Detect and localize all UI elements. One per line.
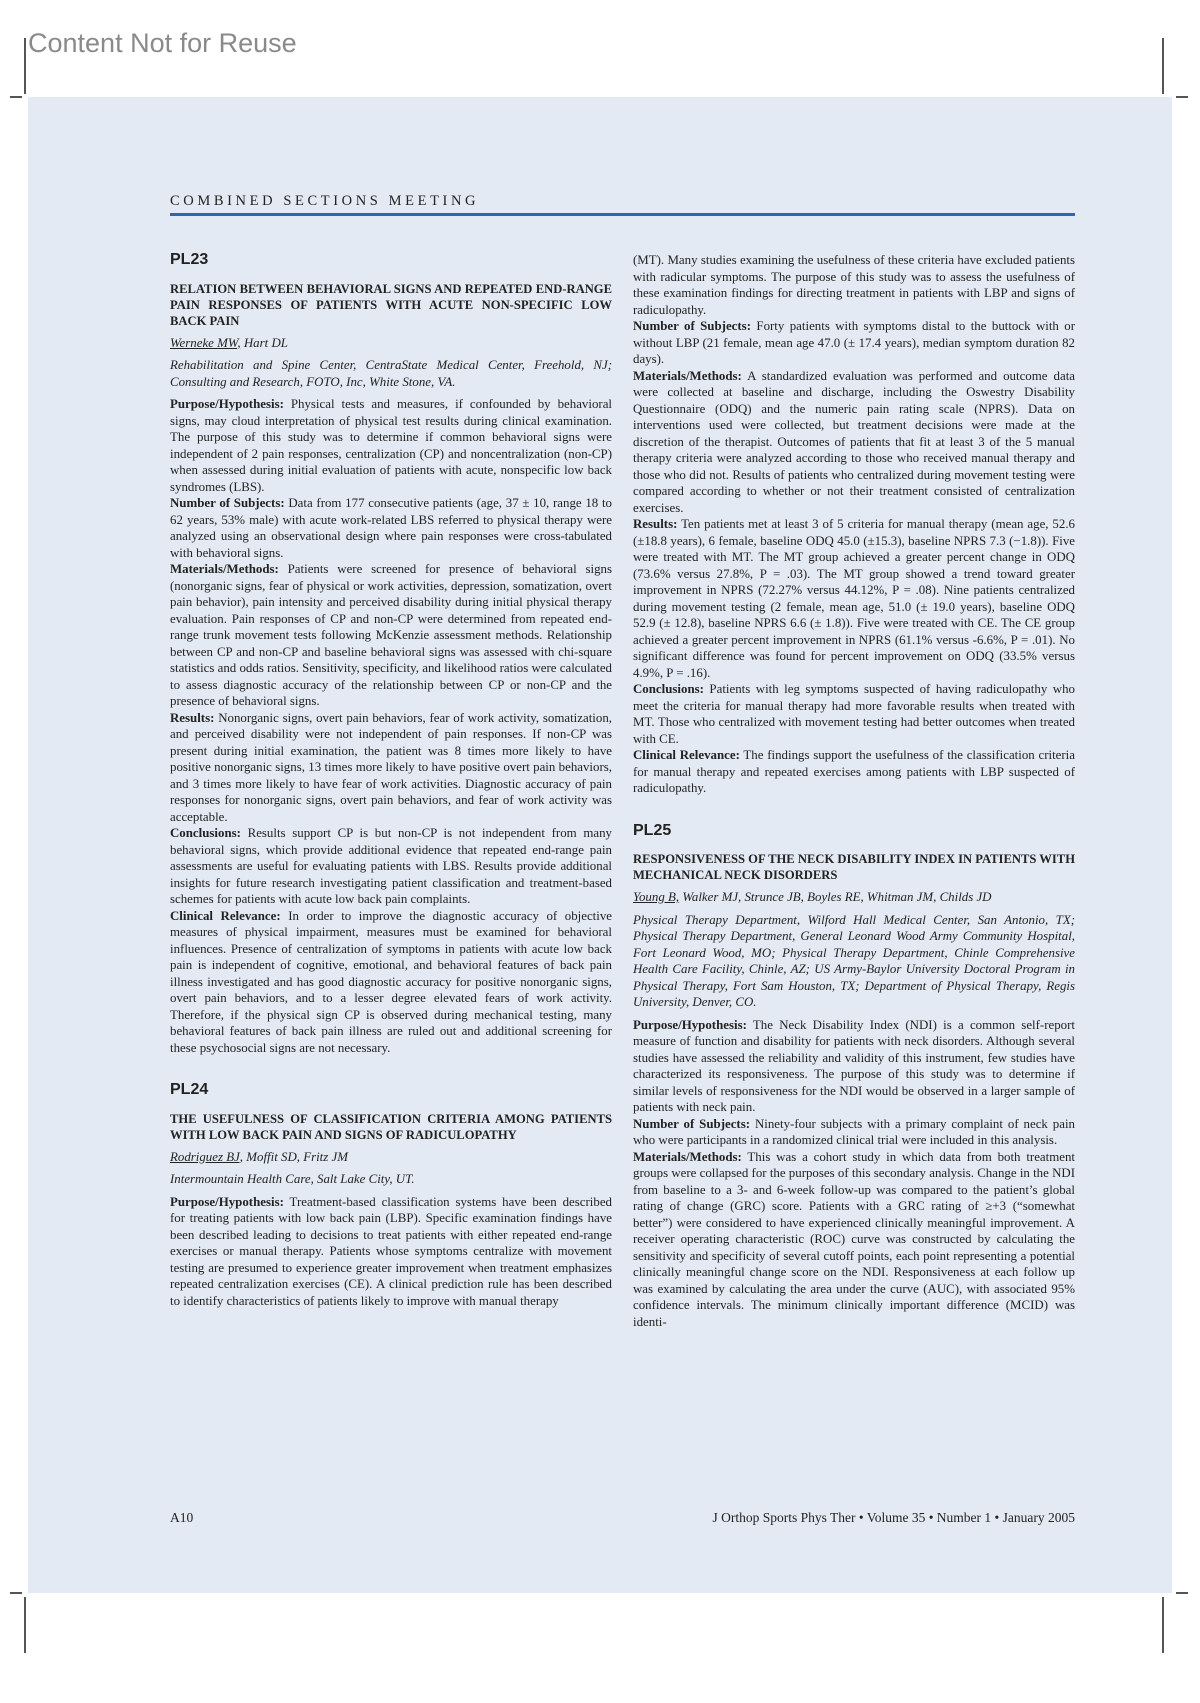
crop-mark-top-left-v — [24, 38, 26, 94]
affiliation: Rehabilitation and Spine Center, CentraState Medical Center, Freehold, NJ; Consulting and Research, FOTO, Inc, White Stone, VA. — [170, 358, 612, 389]
section-text: The Neck Disability Index (NDI) is a common self-report measure of function and disability for patients with neck disorders. Although several studies have assessed the reliability and validity of this instrument, few studies have characterized its responsiveness. The purpose of this study was to determine if similar levels of responsiveness for the NDI would be observed in a larger sample of patients with neck pain. — [633, 1017, 1075, 1114]
co-authors: Walker MJ, Strunce JB, Boyles RE, Whitman JM, Childs JD — [679, 890, 992, 904]
section-text: Results support CP is but non-CP is not independent from many behavioral signs, which provide additional evidence that repeated end-range pain assessments are useful for evaluating patients with LBS. Results provide additional insights for future research investigating patient classification and treatment-based schemes for patients with acute low back pain complaints. — [170, 826, 612, 906]
co-authors: Moffit SD, Fritz JM — [243, 1149, 348, 1164]
section-label: Purpose/Hypothesis: — [633, 1017, 747, 1032]
section-clinical-relevance — [633, 747, 1075, 797]
section-clinical-relevance — [170, 908, 612, 1057]
section-label: Materials/Methods: — [170, 562, 279, 576]
crop-mark-top-right-v — [1162, 38, 1164, 94]
crop-mark-bottom-left-v — [24, 1597, 26, 1653]
presenting-author: Werneke MW, — [170, 335, 241, 350]
section-text: Ninety-four subjects with a primary complaint of neck pain who were participants in a randomized clinical trial were included in this analysis. — [633, 1116, 1075, 1147]
section-methods — [633, 1149, 1075, 1331]
affiliation: Physical Therapy Department, Wilford Hall Medical Center, San Antonio, TX; Physical Therapy Department, General Leonard Wood Army Community Hospital, Fort Leonard Wood, MO; Physical Therapy Department, Chinle Comprehensive Health Care Facility, Chinle, AZ; US Army-Baylor University Doctoral Program in Physical Therapy, Fort Sam Houston, TX; Department of Physical Therapy, Regis University, Denver, CO. — [633, 912, 1075, 1009]
section-text: Patients with leg symptoms suspected of having radiculopathy who meet the criteria for manual therapy had more favorable results when treated with MT. Those who centralized with movement testing had better outcomes when treated with CE. — [633, 682, 1075, 746]
section-label: Materials/Methods: — [633, 1149, 742, 1164]
abstract-pl23 — [170, 252, 612, 1056]
presenting-author: Young B, — [633, 890, 680, 904]
section-text: Ten patients met at least 3 of 5 criteria for manual therapy (mean age, 52.6 (±18.8 years), 6 female, baseline ODQ 45.0 (±15.3), baseline NPRS 7.3 (−1.8)). Five were treated with MT. The MT group achieved a greater percent change in ODQ (73.6% versus 27.8%, P = .03). The MT group showed a trend toward greater improvement in NPRS (72.27% versus 44.12%, P = .08). Nine patients centralized during movement testing (2 female, mean age, 51.0 (± 19.0 years), baseline ODQ 52.9 (± 12.8), baseline NPRS 6.6 (± 1.8)). Five were treated with CE. The CE group achieved a greater percent improvement in NPRS (61.1% versus -6.6%, P = .01). No significant difference was found for percent improvement on ODQ (33.5% versus 4.9%, P = .16). — [633, 517, 1075, 680]
abstract-pl24-continued — [633, 252, 1075, 797]
section-label: Conclusions: — [170, 826, 241, 840]
abstract-title: RESPONSIVENESS OF THE NECK DISABILITY INDEX IN PATIENTS WITH MECHANICAL NECK DISORDERS — [633, 852, 1075, 882]
section-text: Patients were screened for presence of behavioral signs (nonorganic signs, fear of physical or work activities, depression, somatization, overt pain behavior), pain intensity and perceived disability during initial physical therapy evaluation. Pain responses of CP and non-CP were determined from repeated end-range trunk movement tests following McKenzie assessment methods. Relationship between CP and non-CP and baseline behavioral signs was assessed with chi-square statistics and odds ratios. Sensitivity, specificity, and likelihood ratios were calculated to assess diagnostic accuracy of the relationship between CP or non-CP and the presence of behavioral signs. — [170, 562, 612, 708]
section-methods — [633, 368, 1075, 517]
section-conclusions — [170, 825, 612, 908]
section-label: Number of Subjects: — [170, 496, 285, 510]
section-label: Conclusions: — [633, 682, 704, 696]
section-label: Purpose/Hypothesis: — [170, 397, 284, 411]
section-label: Clinical Relevance: — [633, 748, 740, 762]
section-text: Treatment-based classification systems have been described for treating patients with low back pain (LBP). Specific examination findings have been described leading to decisions to treat patients with either repeated end-range exercises or manual therapy. Patients whose symptoms centralize with movement testing are presumed to experience greater improvement when treatment emphasizes repeated centralization exercises (CE). A clinical prediction rule has been described to identify characteristics of patients likely to improve with manual therapy — [170, 1194, 612, 1308]
section-text: Forty patients with symptoms distal to the buttock with or without LBP (21 female, mean age 47.0 (± 17.4 years), median symptom duration 82 days). — [633, 319, 1076, 366]
section-label: Number of Subjects: — [633, 1116, 751, 1131]
section-text: In order to improve the diagnostic accuracy of objective measures of physical impairment, measures must be examined for behavioral influences. Presence of centralization of symptoms in patients with acute low back pain is independent of cognitive, emotional, and behavioral features of back pain illness investigated and has good diagnostic accuracy for positive nonorganic signs, overt pain behaviors, and to a lesser degree elevated fears of work activity. Therefore, if the physical sign CP is observed during mechanical testing, many behavioral features of back pain illness are ruled out and additional screening for these psychosocial signs are not necessary. — [170, 908, 612, 1055]
page-number: A10 — [170, 1510, 194, 1525]
affiliation: Intermountain Health Care, Salt Lake City, UT. — [170, 1172, 415, 1186]
crop-mark-bottom-left-h — [10, 1592, 22, 1594]
crop-mark-bottom-right-v — [1162, 1597, 1164, 1653]
section-label: Materials/Methods: — [633, 368, 742, 383]
watermark-text: Content Not for Reuse — [28, 28, 297, 58]
section-purpose-continued — [633, 252, 1075, 318]
left-column — [170, 252, 612, 1309]
abstract-id: PL25 — [633, 821, 672, 839]
running-header: COMBINED SECTIONS MEETING — [170, 193, 480, 209]
crop-mark-top-right-h — [1176, 96, 1188, 98]
abstract-title: RELATION BETWEEN BEHAVIORAL SIGNS AND REPEATED END-RANGE PAIN RESPONSES OF PATIENTS WITH ACUTE NON-SPECIFIC LOW BACK PAIN — [170, 281, 612, 328]
abstract-title: THE USEFULNESS OF CLASSIFICATION CRITERIA AMONG PATIENTS WITH LOW BACK PAIN AND SIGNS OF RADICULOPATHY — [170, 1111, 612, 1142]
section-purpose — [633, 1017, 1075, 1116]
section-label: Number of Subjects: — [633, 319, 751, 333]
abstract-id: PL24 — [170, 1081, 209, 1098]
section-label: Results: — [170, 710, 215, 725]
journal-citation: J Orthop Sports Phys Ther • Volume 35 • Number 1 • January 2005 — [712, 1510, 1075, 1525]
section-purpose — [170, 1194, 612, 1310]
presenting-author: Rodriguez BJ, — [170, 1149, 244, 1164]
abstract-id: PL23 — [170, 251, 209, 268]
section-label: Clinical Relevance: — [170, 908, 281, 923]
section-text: This was a cohort study in which data from both treatment groups were collapsed for the purposes of this secondary analysis. Change in the NDI from baseline to a 3- and 6-week follow-up was compared to the patient’s global rating of change (GRC) score. Patients with a GRC rating of ≥+3 (“somewhat better”) were considered to have experienced clinically meaningful improvement. A receiver operating characteristic (ROC) curve was constructed by calculating the sensitivity and specificity of several cutoff points, each point representing a potential clinically meaningful change score on the NDI. Responsiveness at each follow up was examined by calculating the area under the curve (AUC), with associated 95% confidence intervals. The minimum clinically important difference (MCID) was identi- — [633, 1149, 1075, 1329]
section-subjects — [633, 318, 1075, 368]
section-subjects — [170, 495, 612, 561]
author-list — [633, 889, 1075, 906]
section-text: Physical tests and measures, if confounded by behavioral signs, may cloud interpretation of physical test results during clinical examination. The purpose of this study was to determine if common behavioral signs were independent of 2 pain responses, centralization (CP) and noncentralization (non-CP) when assessed during initial evaluation of patients with acute, nonspecific low back syndromes (LBS). — [170, 397, 612, 494]
author-list — [170, 335, 612, 352]
author-list — [170, 1149, 612, 1166]
section-text: (MT). Many studies examining the usefulness of these criteria have excluded patients with radicular symptoms. The purpose of this study was to assess the usefulness of these examination findings for directing treatment in patients with LBP and signs of radiculopathy. — [633, 253, 1075, 317]
section-text: Data from 177 consecutive patients (age, 37 ± 10, range 18 to 62 years, 53% male) with acute work-related LBS referred to physical therapy were analyzed using an observational design where pain responses were cross-tabulated with behavioral signs. — [170, 496, 612, 560]
header-rule — [170, 213, 1075, 216]
section-label: Purpose/Hypothesis: — [170, 1194, 284, 1209]
abstract-pl24 — [170, 1082, 612, 1309]
section-subjects — [633, 1116, 1075, 1149]
section-text: Nonorganic signs, overt pain behaviors, fear of work activity, somatization, and perceived disability were not independent of pain responses. If non-CP was present during initial examination, the patient was 8 times more likely to have positive nonorganic signs, 13 times more likely to have positive overt pain behaviors, and 3 times more likely to have fear of work activities. Diagnostic accuracy of pain responses for nonorganic signs, overt pain behaviors, and fear of work activity was acceptable. — [170, 710, 612, 824]
section-conclusions — [633, 681, 1075, 747]
section-text: A standardized evaluation was performed and outcome data were collected at baseline and discharge, including the Oswestry Disability Questionnaire (ODQ) and the numeric pain rating scale (NPRS). Data on interventions used were collected, but treatment decisions were made at the discretion of the therapist. Outcomes of patients that fit at least 3 of the 5 manual therapy criteria were analyzed according to those who received manual therapy and those who did not. Results of patients who centralized during movement testing were compared according to whether or not their treatment consisted of centralization exercises. — [633, 368, 1075, 515]
abstract-pl25 — [633, 823, 1075, 1331]
section-results — [633, 516, 1075, 681]
section-methods — [170, 561, 612, 710]
co-authors: Hart DL — [240, 335, 288, 350]
right-column — [633, 252, 1075, 1330]
section-results — [170, 710, 612, 826]
section-text: The findings support the usefulness of the classification criteria for manual therapy and repeated exercises among patients with LBP suspected of radiculopathy. — [633, 748, 1075, 795]
section-purpose — [170, 396, 612, 495]
crop-mark-top-left-h — [10, 96, 22, 98]
section-label: Results: — [633, 517, 678, 531]
crop-mark-bottom-right-h — [1176, 1592, 1188, 1594]
